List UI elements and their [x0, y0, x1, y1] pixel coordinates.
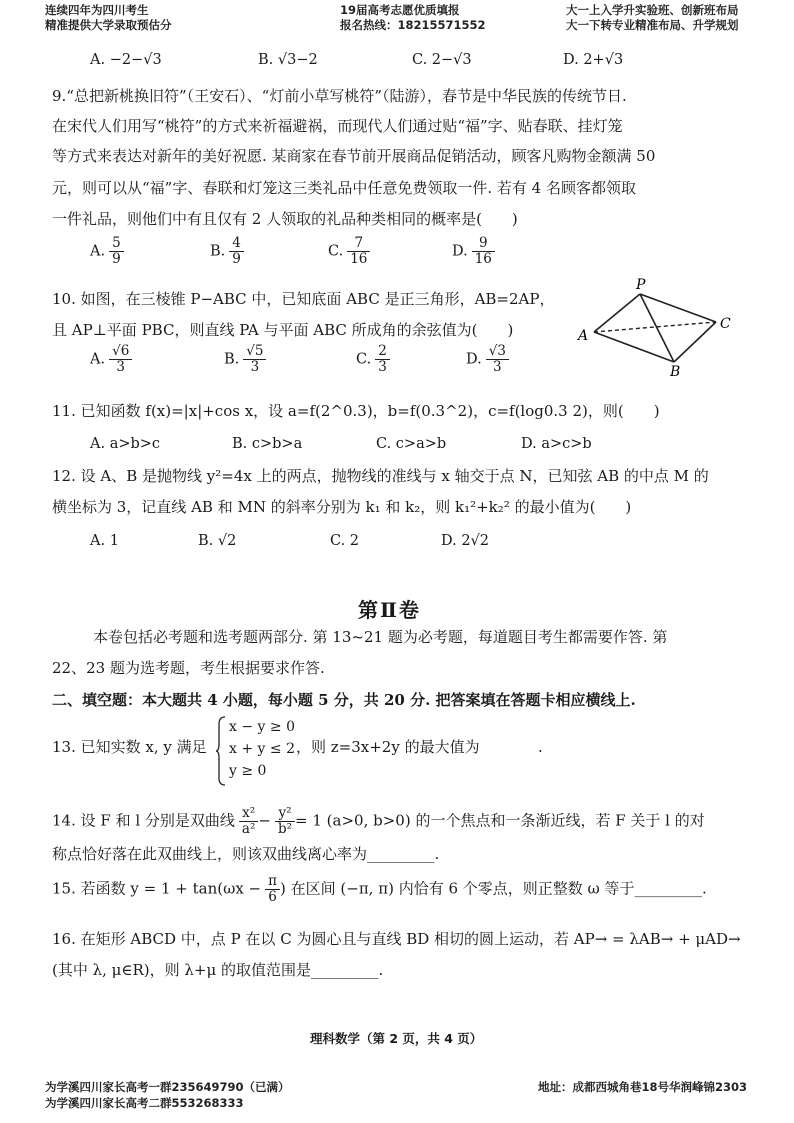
- header-center-line1: 19届高考志愿优质填报: [340, 3, 460, 17]
- q11-line: 11. 已知函数 f(x)=|x|+cos x，设 a=f(2^0.3)，b=f(0.3^2)，c=f(log0.3 2)，则( ): [52, 402, 660, 420]
- fill-in-heading: 二、填空题：本大题共 4 小题，每小题 5 分，共 20 分. 把答案填在答题卡相应横线上.: [52, 691, 636, 709]
- q10-option-b-fraction: $\frac{√5}{3}$: [243, 344, 266, 375]
- q14-line-2: 称点恰好落在此双曲线上，则该双曲线离心率为_________.: [52, 845, 440, 863]
- q8-option-c: C. 2−√3: [412, 52, 472, 68]
- q9-option-b-fraction: $\frac{4}{9}$: [229, 236, 244, 267]
- page-number: 理科数学（第 2 页，共 4 页）: [310, 1031, 483, 1046]
- section-2-title: 第Ⅱ卷: [358, 598, 421, 622]
- q9-option-d-fraction: $\frac{9}{16}$: [472, 236, 495, 267]
- q14-line-1: [52, 806, 705, 837]
- header-right-line1: 大一上入学升实验班、创新班布局: [566, 3, 739, 17]
- q13-constraint-1: x − y ≥ 0: [229, 719, 295, 735]
- q12-line-2: 横坐标为 3，记直线 AB 和 MN 的斜率分别为 k₁ 和 k₂，则 k₁²+k₂² 的最小值为( ): [52, 498, 632, 516]
- q12-option-d: D. 2√2: [441, 533, 490, 549]
- section-2-intro-line-2: 22、23 题为选考题，考生根据要求作答.: [52, 659, 325, 677]
- vertex-label-a: A: [578, 328, 589, 344]
- q13-constraints: [229, 716, 295, 782]
- q14-suffix: = 1 (a>0, b>0) 的一个焦点和一条渐近线，若 F 关于 l 的对: [295, 811, 705, 830]
- vertex-label-p: P: [636, 277, 646, 293]
- q10-option-b: [224, 344, 266, 375]
- q14-minus: −: [258, 811, 271, 830]
- q12-option-c: C. 2: [330, 533, 360, 549]
- q13-prefix: 13. 已知实数 x, y 满足: [52, 738, 207, 756]
- q13-brace-icon: [216, 716, 226, 786]
- q16-line-1: 16. 在矩形 ABCD 中，点 P 在以 C 为圆心且与直线 BD 相切的圆上运动，若 AP→ = λAB→ + μAD→: [52, 930, 741, 948]
- q14-fraction-x: $\frac{\text{x²}}{\text{a²}}$: [239, 806, 258, 837]
- q10-option-c-letter: C.: [356, 351, 372, 368]
- q16-line-2: (其中 λ, μ∈R)，则 λ+μ 的取值范围是_________.: [52, 961, 384, 979]
- q13-constraint-2: x + y ≤ 2: [229, 741, 295, 757]
- q10-pyramid-figure: [572, 276, 742, 378]
- header-center-line2: 报名热线：18215571552: [340, 18, 486, 32]
- q13-suffix: ，则 z=3x+2y 的最大值为: [296, 738, 480, 756]
- q10-option-d-letter: D.: [466, 351, 482, 368]
- edge-bc: [674, 322, 716, 362]
- footer-left-line2: 为学溪四川家长高考二群553268333: [45, 1096, 244, 1110]
- footer-left-line1: 为学溪四川家长高考一群235649790（已满）: [45, 1080, 290, 1094]
- q9-option-b-letter: B.: [210, 243, 226, 260]
- vertex-label-c: C: [720, 316, 731, 332]
- q8-option-a: A. −2−√3: [90, 52, 162, 68]
- q9-option-d-letter: D.: [452, 243, 468, 260]
- header-left-line2: 精准提供大学录取预估分: [45, 18, 172, 32]
- q12-line-1: 12. 设 A、B 是抛物线 y²=4x 上的两点，抛物线的准线与 x 轴交于点 N，已知弦 AB 的中点 M 的: [52, 467, 709, 485]
- q10-line-1: 10. 如图，在三棱锥 P−ABC 中，已知底面 ABC 是正三角形，AB=2AP，: [52, 290, 555, 308]
- q9-option-c-letter: C.: [328, 243, 344, 260]
- q9-option-b: [210, 236, 244, 267]
- q11-option-c: C. c>a>b: [376, 436, 447, 452]
- q11-option-a: A. a>b>c: [90, 436, 161, 452]
- q15-fraction-pi-6: $\frac{\pi}{6}$: [265, 874, 280, 905]
- q13-end: .: [538, 738, 543, 756]
- q9-option-c-fraction: $\frac{7}{16}$: [347, 236, 370, 267]
- q9-option-a-letter: A.: [90, 243, 106, 260]
- q10-option-d-fraction: $\frac{√3}{3}$: [486, 344, 509, 375]
- q9-line-1: 9.“总把新桃换旧符”（王安石）、“灯前小草写桃符”（陆游），春节是中华民族的传统节日.: [52, 87, 627, 105]
- q10-option-c-fraction: $\frac{2}{3}$: [375, 344, 390, 375]
- q11-option-b: B. c>b>a: [232, 436, 303, 452]
- q15-line: [52, 874, 707, 905]
- q9-line-4: 元，则可以从“福”字、春联和灯笼这三类礼品中任意免费领取一件. 若有 4 名顾客都领取: [52, 179, 636, 197]
- q11-option-d: D. a>c>b: [521, 436, 592, 452]
- q9-option-d: [452, 236, 495, 267]
- footer-right: 地址：成都西城角巷18号华润峰锦2303: [538, 1080, 748, 1094]
- q13-constraint-3: y ≥ 0: [229, 763, 267, 779]
- vertex-label-b: B: [670, 364, 681, 378]
- q14-fraction-y: $\frac{\text{y²}}{\text{b²}}$: [275, 806, 295, 837]
- q9-option-a-fraction: $\frac{5}{9}$: [109, 236, 124, 267]
- q10-option-c: [356, 344, 390, 375]
- q15-prefix: 15. 若函数 y = 1 + tan(ωx −: [52, 879, 262, 898]
- q9-line-2: 在宋代人们用写“桃符”的方式来祈福避祸，而现代人们通过贴“福”字、贴春联、挂灯笼: [52, 117, 623, 135]
- header-left-line1: 连续四年为四川考生: [45, 3, 149, 17]
- q9-option-a: [90, 236, 124, 267]
- q15-suffix: ) 在区间 (−π, π) 内恰有 6 个零点，则正整数 ω 等于_________.: [280, 879, 707, 898]
- q12-option-b: B. √2: [198, 533, 237, 549]
- q8-option-d: D. 2+√3: [563, 52, 624, 68]
- q10-option-d: [466, 344, 509, 375]
- header-right-line2: 大一下转专业精准布局、升学规划: [566, 18, 739, 32]
- section-2-intro-line-1: 本卷包括必考题和选考题两部分. 第 13~21 题为必考题，每道题目考生都需要作答. 第: [93, 628, 668, 646]
- q14-prefix: 14. 设 F 和 l 分别是双曲线: [52, 811, 235, 830]
- q10-option-b-letter: B.: [224, 351, 240, 368]
- q9-line-3: 等方式来表达对新年的美好祝愿. 某商家在春节前开展商品促销活动，顾客凡购物金额满 50: [52, 147, 656, 165]
- q9-option-c: [328, 236, 370, 267]
- q10-line-2: 且 AP⊥平面 PBC，则直线 PA 与平面 ABC 所成角的余弦值为( ): [52, 321, 514, 339]
- q10-option-a: [90, 344, 132, 375]
- q10-option-a-fraction: $\frac{√6}{3}$: [109, 344, 132, 375]
- q9-line-5: 一件礼品，则他们中有且仅有 2 人领取的礼品种类相同的概率是( ): [52, 210, 518, 228]
- edge-pa: [594, 294, 640, 332]
- q10-option-a-letter: A.: [90, 351, 106, 368]
- q12-option-a: A. 1: [90, 533, 119, 549]
- q8-option-b: B. √3−2: [258, 52, 318, 68]
